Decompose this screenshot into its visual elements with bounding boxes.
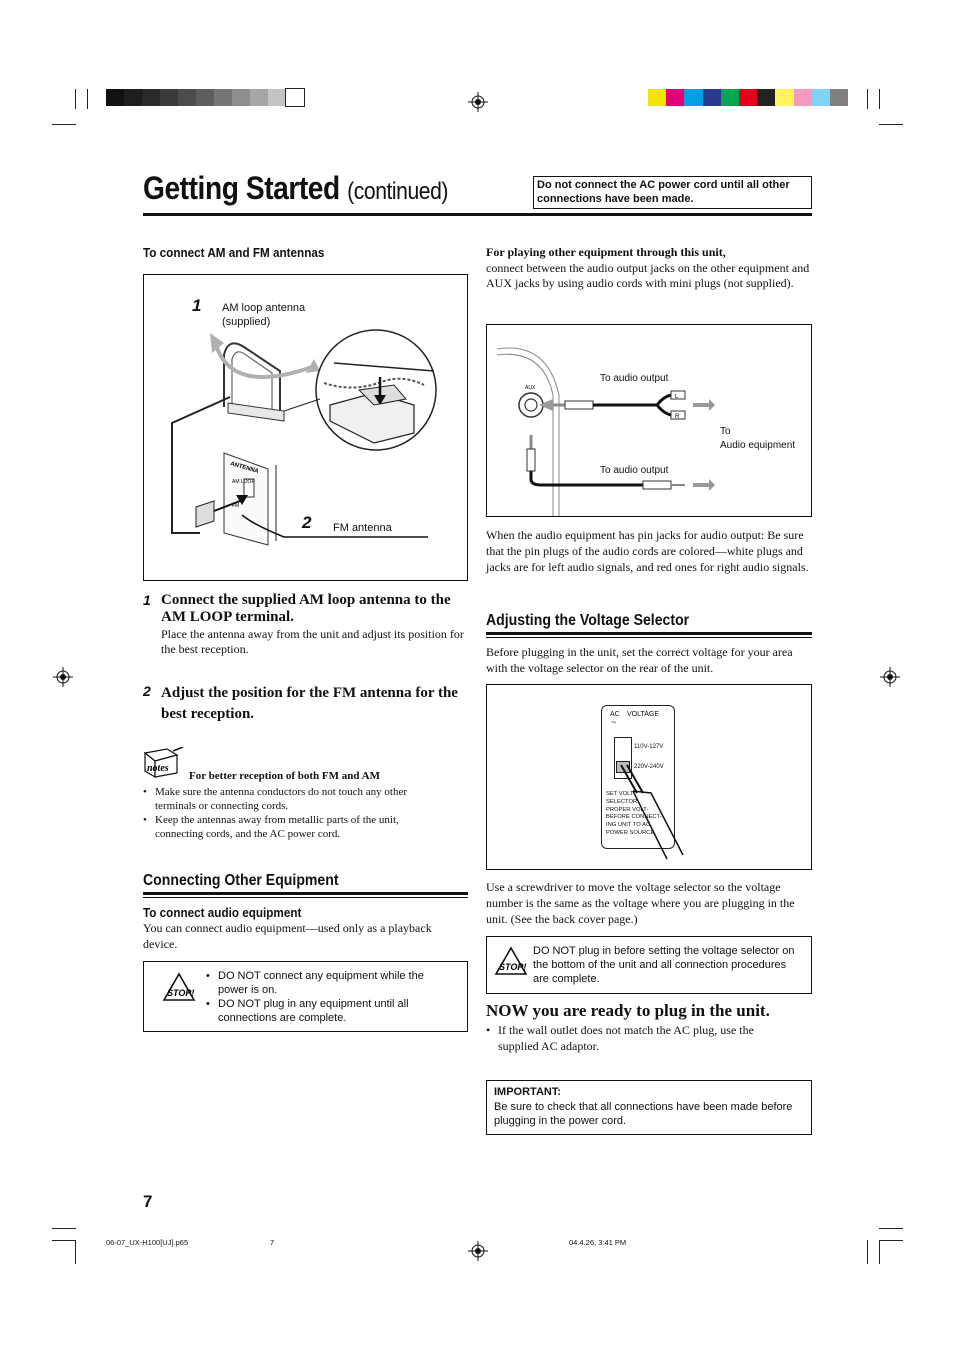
color-swatch [794, 89, 812, 106]
ready-list [486, 1023, 796, 1054]
step-2 [143, 683, 468, 725]
page-number: 7 [143, 1192, 153, 1211]
notes-item: • Keep the antennas away from metallic parts of the unit, connecting cords, and the AC power cord. [143, 813, 443, 841]
step-1-heading: Connect the supplied AM loop antenna to the AM LOOP terminal. [161, 592, 451, 625]
step-1-number: 1 [143, 592, 151, 608]
am-antenna-label-line1: AM loop antenna [222, 302, 306, 314]
audio-equipment-label: Audio equipment [720, 440, 796, 451]
color-swatch [721, 89, 739, 106]
important-text: Be sure to check that all connections have been made before plugging in the power cord. [494, 1100, 793, 1127]
footer-date: 04.4.26, 3:41 PM [569, 1238, 627, 1247]
plug-r-label: R [675, 414, 680, 420]
panel-note-line: SELECTOR [606, 798, 638, 805]
registration-mark-bottom [468, 1241, 488, 1261]
audio-equipment-subheading: To connect audio equipment [143, 905, 302, 920]
color-swatch [830, 89, 848, 106]
color-swatch [739, 89, 757, 106]
color-swatch [812, 89, 830, 106]
notes-title: For better reception of both FM and AM [189, 770, 380, 782]
panel-note-line: ING UNIT TO AC [606, 822, 651, 829]
panel-note-line: BEFORE CONNECT- [606, 814, 662, 821]
color-swatch [214, 89, 232, 106]
to-audio-equipment-label [720, 425, 795, 453]
stop-item: • DO NOT plug in any equipment until all connections are complete. [206, 997, 456, 1025]
playing-lead: For playing other equipment through this unit, [486, 245, 726, 259]
color-swatch [106, 89, 124, 106]
pin-jack-text: When the audio equipment has pin jacks for audio output: Be sure that the pin plugs of the audio cords are colored—white plugs and jacks are for left audio signals, and red ones for right audio signals. [486, 528, 809, 574]
figure-step-1: 1 [192, 296, 202, 315]
left-stop-list [206, 969, 456, 1025]
other-equipment-heading: Connecting Other Equipment [143, 872, 339, 889]
terminal-title-label: ANTENNA [229, 461, 260, 476]
am-antenna-label [222, 301, 305, 329]
color-swatch [684, 89, 702, 106]
color-swatch [232, 89, 250, 106]
voltage-instruction: Use a screwdriver to move the voltage selector so the voltage number is the same as the voltage where you are plugging in the unit. (See the back cover page.) [486, 880, 795, 926]
step-1 [143, 592, 468, 657]
step-2-number: 2 [143, 683, 151, 699]
page-title-suffix: (continued) [347, 178, 449, 205]
important-box [486, 1080, 812, 1135]
color-swatch [178, 89, 196, 106]
panel-note-line: POWER SOURCE. [606, 829, 656, 836]
right-stop-icon-text: STOP! [499, 962, 527, 972]
left-stop-icon-text: STOP! [167, 988, 195, 998]
audio-equipment-body: You can connect audio equipment—used only as a playback device. [143, 921, 432, 951]
color-swatch [775, 89, 793, 106]
stop-item: • DO NOT connect any equipment while the power is on. [206, 969, 456, 997]
panel-tilde: ~ [611, 717, 617, 727]
screwdriver-icon [615, 763, 687, 863]
aux-diagram [487, 325, 811, 516]
voltage-rule [486, 632, 812, 635]
title-rule [143, 213, 812, 216]
voltage-intro: Before plugging in the unit, set the correct voltage for your area with the voltage selector on the rear of the unit. [486, 645, 793, 675]
panel-note-line: SET VOLT- [606, 791, 636, 797]
color-swatch [124, 89, 142, 106]
am-antenna-label-line2: (supplied) [222, 316, 271, 328]
panel-note-line: PROPER VOLT- [606, 806, 649, 813]
antennas-heading: To connect AM and FM antennas [143, 245, 325, 260]
playing-body: connect between the audio output jacks on the other equipment and AUX jacks by using audio cords with mini plugs (not supplied). [486, 260, 810, 290]
color-swatch [160, 89, 178, 106]
header-warning-box [533, 176, 812, 209]
voltage-heading: Adjusting the Voltage Selector [486, 612, 690, 629]
color-swatch [250, 89, 268, 106]
ready-heading: NOW you are ready to plug in the unit. [486, 1001, 770, 1020]
stop-icon [494, 946, 528, 976]
color-swatch [648, 89, 666, 106]
ready-item: • If the wall outlet does not match the AC plug, use the supplied AC adaptor. [486, 1023, 796, 1054]
to-audio-output-top: To audio output [600, 373, 669, 384]
other-equipment-rule-thin [143, 897, 468, 898]
footer-file-page: 7 [270, 1238, 275, 1247]
to-label: To [720, 426, 731, 437]
page-title [143, 170, 448, 207]
voltage-option-220: 220V-240V [634, 764, 664, 770]
right-stop-box [486, 936, 812, 994]
figure-step-2: 2 [302, 513, 312, 532]
left-stop-box [143, 961, 468, 1032]
page-title-main: Getting Started [143, 170, 340, 206]
color-swatch [666, 89, 684, 106]
color-swatch [142, 89, 160, 106]
voltage-figure [486, 684, 812, 870]
color-swatch [268, 89, 286, 106]
color-swatch [196, 89, 214, 106]
important-label: IMPORTANT: [494, 1086, 562, 1098]
notes-item: • Make sure the antenna conductors do not touch any other terminals or connecting cords. [143, 785, 443, 813]
plug-l-label: L [675, 394, 679, 400]
color-swatch [757, 89, 775, 106]
aux-figure [486, 324, 812, 517]
antenna-diagram [144, 275, 467, 580]
terminal-fm-label: FM [232, 503, 240, 509]
right-stop-text: DO NOT plug in before setting the voltage selector on the bottom of the unit and all connection procedures are complete. [533, 945, 795, 985]
playing-text [486, 245, 812, 292]
other-equipment-rule [143, 892, 468, 895]
panel-ac-label: AC [610, 711, 620, 718]
fm-antenna-label: FM antenna [333, 522, 392, 534]
panel-voltage-label: VOLTAGE [627, 711, 660, 718]
voltage-option-110: 110V-127V [634, 744, 664, 750]
notes-list [143, 785, 443, 841]
registration-mark-top [468, 92, 488, 112]
antenna-figure [143, 274, 468, 581]
aux-jack-label: AUX [525, 385, 536, 391]
to-audio-output-bottom: To audio output [600, 465, 669, 476]
registration-mark-left [53, 667, 73, 687]
notes-icon [143, 747, 185, 781]
step-2-heading: Adjust the position for the FM antenna for the best reception. [161, 685, 458, 722]
terminal-am-label: AM LOOP [232, 479, 255, 485]
notes-icon-label: notes [147, 763, 169, 774]
color-swatch [286, 89, 304, 106]
color-swatch [703, 89, 721, 106]
header-warning-text: Do not connect the AC power cord until all other connections have been made. [537, 179, 790, 205]
footer-file: 06-07_UX-H100[UJ].p65 [106, 1238, 189, 1247]
voltage-rule-thin [486, 637, 812, 638]
stop-icon [162, 972, 196, 1002]
registration-mark-right [880, 667, 900, 687]
step-1-body: Place the antenna away from the unit and adjust its position for the best reception. [161, 627, 464, 656]
